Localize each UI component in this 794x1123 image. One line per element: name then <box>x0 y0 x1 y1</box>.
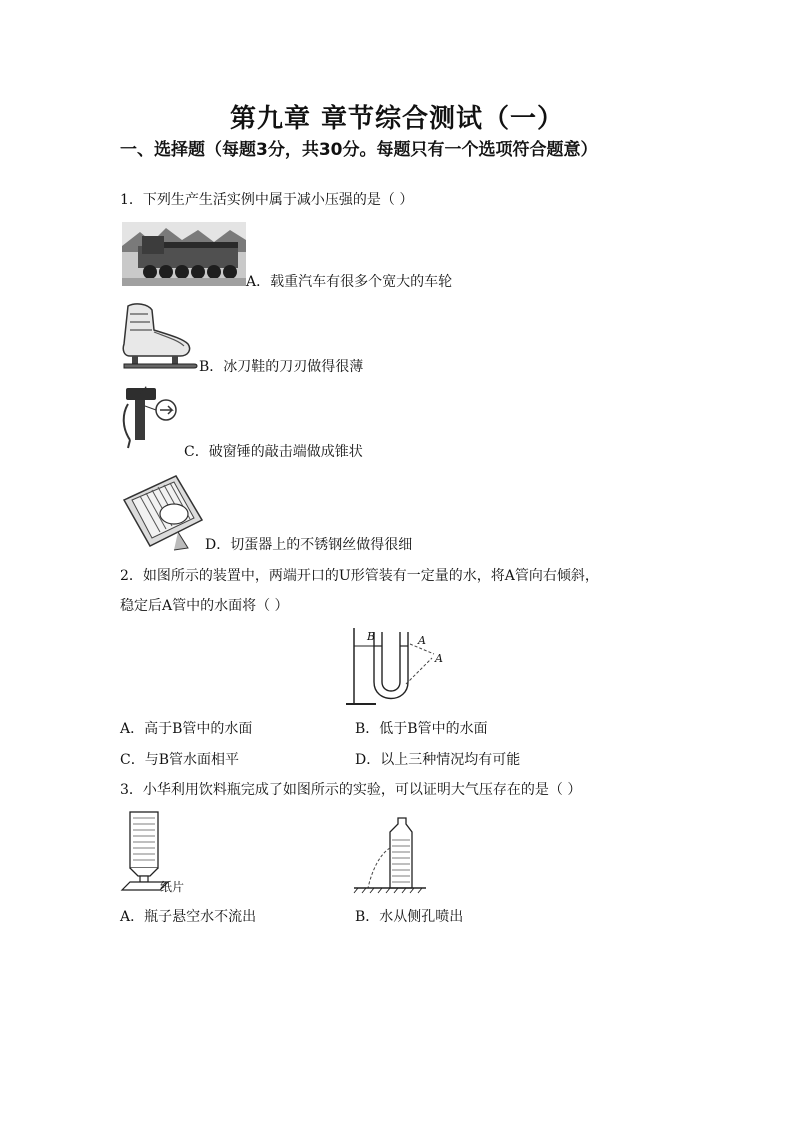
question-1-stem: 1．下列生产生活实例中属于减小压强的是（ ） <box>120 192 414 208</box>
window-breaker-image <box>118 384 180 454</box>
q1-option-b: B．冰刀鞋的刀刃做得很薄 <box>199 359 364 375</box>
question-2-stem-line-1: 2．如图所示的装置中，两端开口的U形管装有一定量的水，将A管向右倾斜， <box>120 568 599 584</box>
q1-option-a: A．载重汽车有很多个宽大的车轮 <box>246 274 453 290</box>
q2-option-c: C．与B管水面相平 <box>120 752 239 768</box>
q2-option-a: A．高于B管中的水面 <box>120 721 253 737</box>
question-2-stem-line-2: 稳定后A管中的水面将（ ） <box>120 598 289 614</box>
label-tube-a-tilted: A <box>435 652 443 665</box>
q1-option-d: D．切蛋器上的不锈钢丝做得很细 <box>205 537 413 553</box>
ice-skate-image <box>118 300 200 372</box>
side-hole-bottle-figure <box>352 814 432 894</box>
paper-label: 纸片 <box>160 880 185 894</box>
label-tube-b: B <box>367 630 376 643</box>
label-tube-a-upright: A <box>418 634 426 647</box>
q3-option-a: A．瓶子悬空水不流出 <box>120 909 257 925</box>
q2-option-b: B．低于B管中的水面 <box>355 721 488 737</box>
q2-option-d: D．以上三种情况均有可能 <box>355 752 521 768</box>
q3-option-b: B．水从侧孔喷出 <box>355 909 464 925</box>
q1-option-c: C．破窗锤的敲击端做成锥状 <box>184 444 363 460</box>
egg-slicer-image <box>118 470 206 552</box>
u-tube-figure <box>346 624 456 708</box>
question-3-stem: 3．小华利用饮料瓶完成了如图所示的实验，可以证明大气压存在的是（ ） <box>120 782 582 798</box>
section-heading: 一、选择题（每题3分，共30分。每题只有一个选项符合题意） <box>120 140 598 160</box>
page-title: 第九章 章节综合测试（一） <box>229 104 565 134</box>
truck-image <box>122 222 246 286</box>
